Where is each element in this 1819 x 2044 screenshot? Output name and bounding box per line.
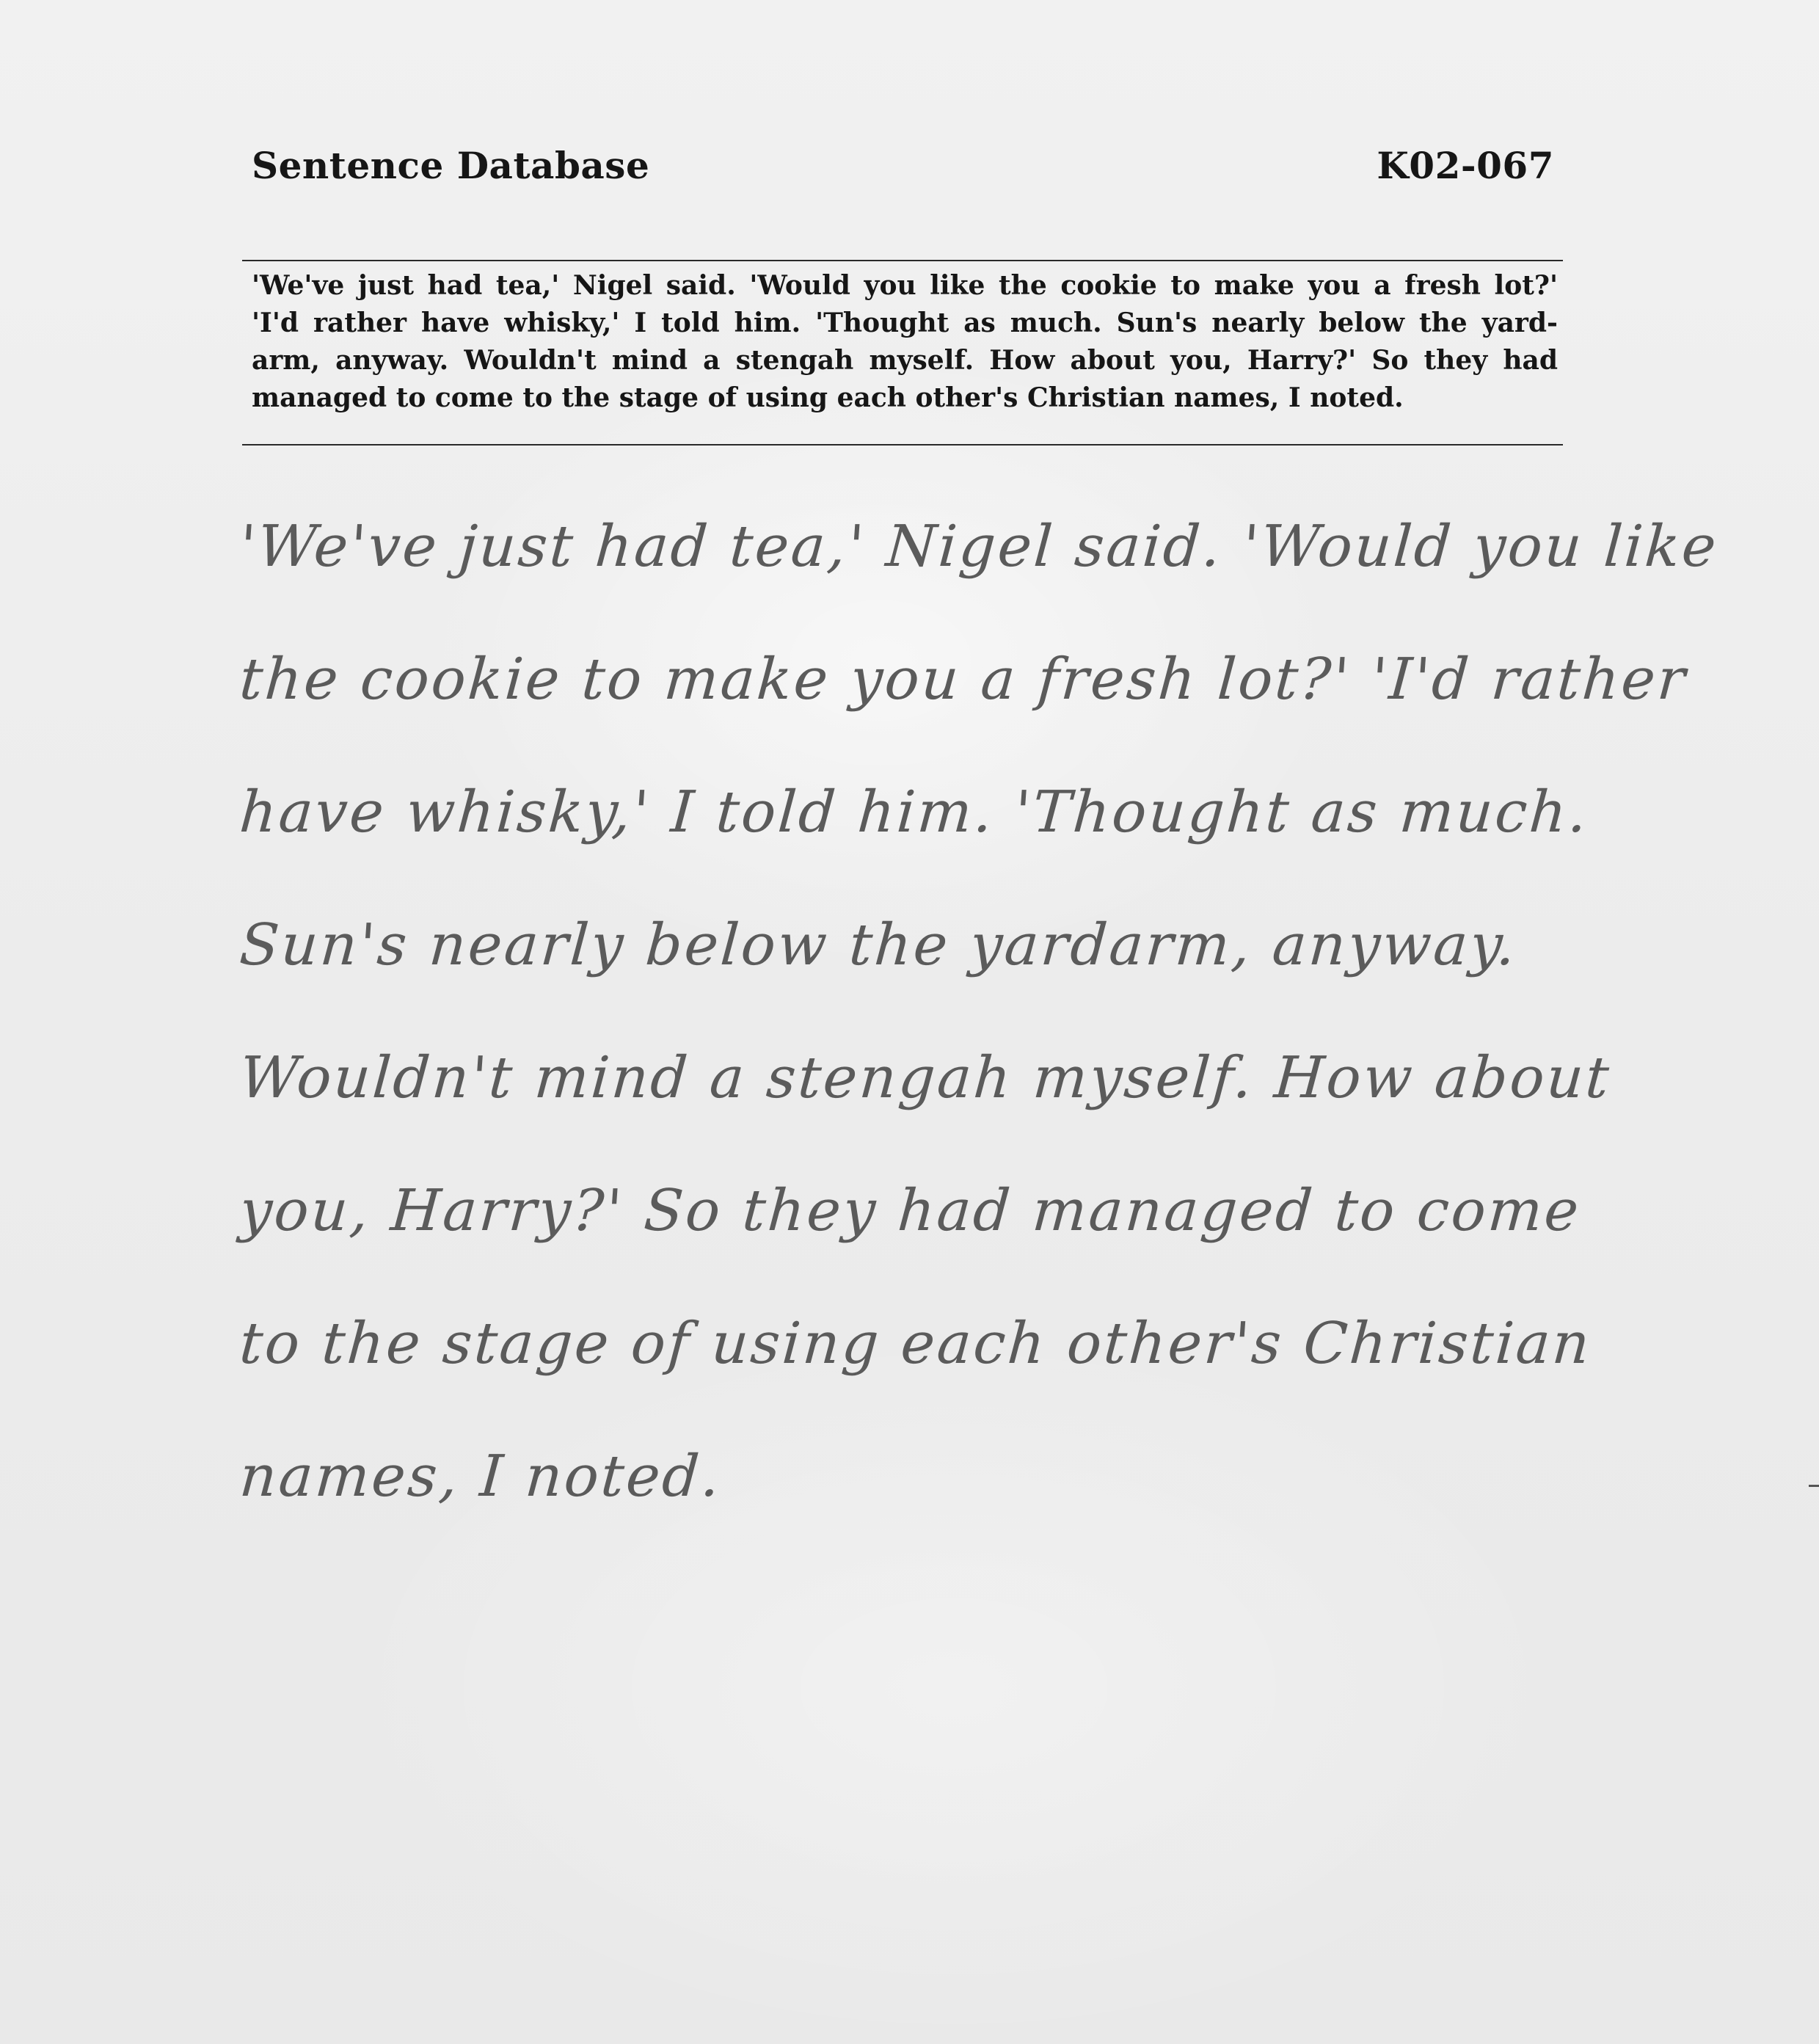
printed-line: arm, anyway. Wouldn't mind a stengah myself. How about you, Harry?' So they had: [252, 345, 1558, 376]
bottom-divider: [242, 444, 1563, 445]
handwritten-line: Wouldn't mind a stengah myself. How about: [237, 1045, 1614, 1111]
handwritten-line: you, Harry?' So they had managed to come: [237, 1178, 1583, 1244]
handwritten-line: to the stage of using each other's Christian: [237, 1311, 1594, 1377]
handwritten-line: 'We've just had tea,' Nigel said. 'Would you like: [237, 514, 1721, 580]
handwritten-line: names, I noted.: [237, 1444, 724, 1510]
printed-text-block: [252, 267, 1558, 417]
printed-line: 'We've just had tea,' Nigel said. 'Would you like the cookie to make you a fresh lot?': [252, 270, 1558, 301]
printed-line: managed to come to the stage of using each other's Christian names, I noted.: [252, 382, 1404, 413]
scan-edge-mark: [1809, 1485, 1819, 1487]
top-divider: [242, 260, 1563, 261]
handwritten-line: Sun's nearly below the yardarm, anyway.: [237, 912, 1520, 978]
form-id: K02-067: [1377, 144, 1554, 187]
page-title: Sentence Database: [252, 144, 650, 187]
handwritten-line: the cookie to make you a fresh lot?' 'I'd rather: [237, 647, 1690, 713]
handwritten-text-block: [233, 506, 1721, 1569]
printed-line: 'I'd rather have whisky,' I told him. 'Thought as much. Sun's nearly below the yard-: [252, 308, 1558, 338]
handwritten-line: have whisky,' I told him. 'Thought as much.: [237, 779, 1592, 845]
